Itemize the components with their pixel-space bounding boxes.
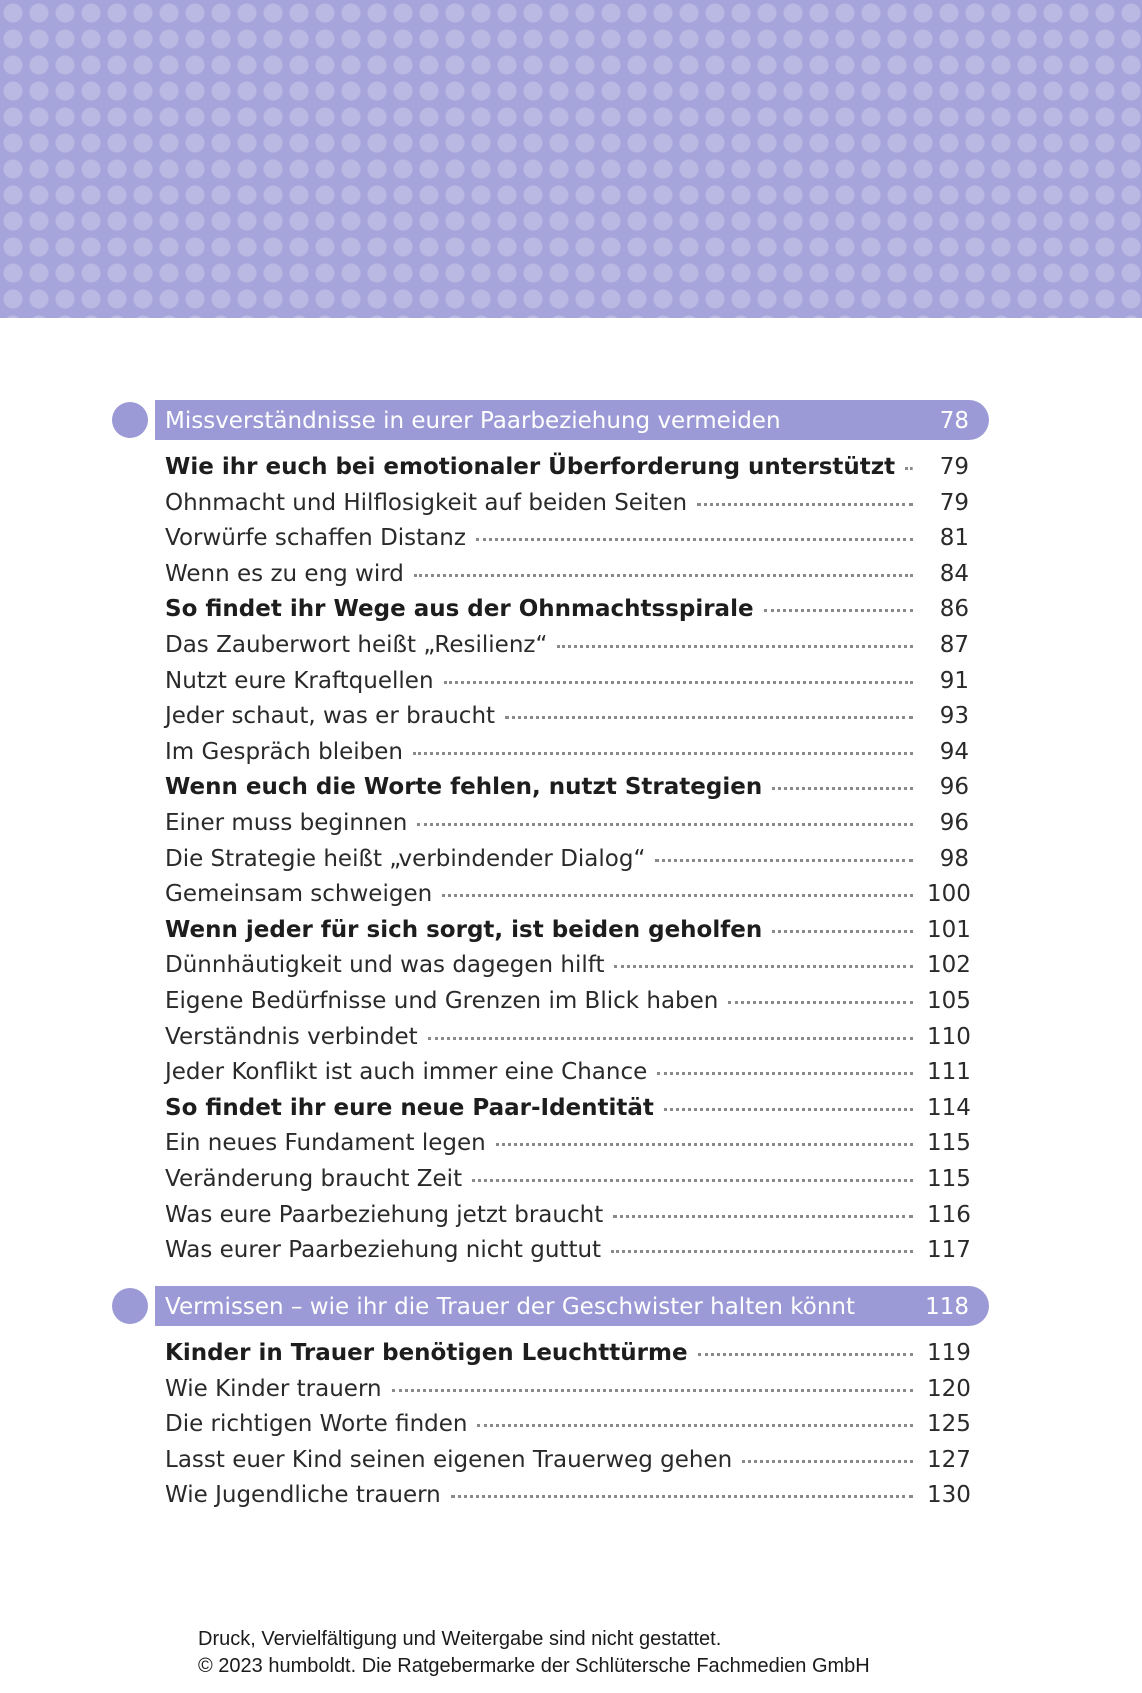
toc-subsection-entry[interactable] <box>165 735 969 769</box>
entry-page-number: 110 <box>927 1023 971 1050</box>
entry-page-number: 94 <box>939 738 969 765</box>
entry-page-number: 100 <box>927 881 971 908</box>
entry-title: Ein neues Fundament legen <box>165 1130 486 1157</box>
entry-page-number: 125 <box>927 1411 971 1438</box>
entry-page-number: 98 <box>939 845 969 872</box>
entry-title: So findet ihr Wege aus der Ohnmachtsspirale <box>165 596 754 623</box>
entry-page-number: 120 <box>927 1375 971 1402</box>
dot-leader <box>772 786 913 790</box>
toc-subsection-entry[interactable] <box>165 1478 969 1512</box>
footer-line-2: © 2023 humboldt. Die Ratgebermarke der Schlütersche Fachmedien GmbH <box>198 1655 870 1677</box>
entry-title: Wenn euch die Worte fehlen, nutzt Strategien <box>165 774 763 801</box>
toc-subsection-entry[interactable] <box>165 1198 969 1232</box>
toc-subsection-entry[interactable] <box>165 664 969 698</box>
toc-subsection-entry[interactable] <box>165 842 969 876</box>
chapter-bullet-icon <box>112 402 148 438</box>
toc-subsection-entry[interactable] <box>165 948 969 982</box>
dot-leader <box>664 1107 913 1111</box>
toc-subsection-entry[interactable] <box>165 877 969 911</box>
toc-subsection-entry[interactable] <box>165 699 969 733</box>
entry-page-number: 127 <box>927 1446 971 1473</box>
dot-leader <box>476 537 913 541</box>
entry-title: Kinder in Trauer benötigen Leuchttürme <box>165 1340 688 1366</box>
dot-leader <box>613 1214 913 1218</box>
entry-page-number: 115 <box>927 1166 971 1192</box>
dot-leader <box>655 858 913 862</box>
toc-subsection-entry[interactable] <box>165 1443 969 1477</box>
entry-title: Wie Kinder trauern <box>165 1375 382 1402</box>
entry-page-number: 116 <box>927 1201 971 1228</box>
toc-subsection-entry[interactable] <box>165 984 969 1018</box>
toc-subsection-entry[interactable] <box>165 1126 969 1160</box>
chapter-page-number: 78 <box>939 408 969 434</box>
entry-title: Jeder schaut, was er braucht <box>165 703 496 730</box>
dot-leader <box>417 822 913 826</box>
dot-leader <box>728 1000 913 1004</box>
dot-leader <box>611 1249 913 1253</box>
entry-page-number: 117 <box>927 1237 971 1264</box>
dot-leader <box>557 644 913 648</box>
entry-page-number: 96 <box>939 774 969 801</box>
dot-leader <box>697 502 913 506</box>
entry-page-number: 105 <box>927 988 971 1014</box>
copyright-notice <box>198 1626 998 1680</box>
dot-leader <box>472 1178 913 1182</box>
chapter-page-number: 118 <box>925 1294 969 1320</box>
entry-page-number: 96 <box>939 810 969 836</box>
decorative-banner <box>0 0 1142 318</box>
entry-title: Eigene Bedürfnisse und Grenzen im Blick haben <box>165 988 719 1014</box>
entry-title: Was eurer Paarbeziehung nicht guttut <box>165 1237 602 1264</box>
toc-subsection-entry[interactable] <box>165 521 969 555</box>
dot-leader <box>614 964 913 968</box>
dot-leader <box>772 929 913 933</box>
entry-page-number: 119 <box>927 1340 971 1366</box>
entry-page-number: 115 <box>927 1130 971 1157</box>
toc-subsection-entry[interactable] <box>165 486 969 520</box>
dot-leader <box>764 608 913 612</box>
toc-subsection-entry[interactable] <box>165 1233 969 1267</box>
entry-page-number: 130 <box>927 1482 971 1509</box>
chapter-title: Vermissen – wie ihr die Trauer der Geschwister halten könnt <box>165 1294 855 1320</box>
entry-page-number: 79 <box>939 454 969 480</box>
toc-section-entry[interactable] <box>165 1336 969 1370</box>
toc-subsection-entry[interactable] <box>165 1407 969 1441</box>
toc-subsection-entry[interactable] <box>165 557 969 591</box>
entry-title: Einer muss beginnen <box>165 810 408 836</box>
entry-page-number: 84 <box>939 560 969 587</box>
toc-section-entry[interactable] <box>165 770 969 804</box>
entry-page-number: 93 <box>939 703 969 730</box>
chapter-title: Missverständnisse in eurer Paarbeziehung vermeiden <box>165 408 781 434</box>
entry-page-number: 81 <box>939 525 969 552</box>
entry-title: Wie Jugendliche trauern <box>165 1482 441 1509</box>
entry-title: Verständnis verbindet <box>165 1023 418 1050</box>
entry-page-number: 111 <box>927 1059 971 1086</box>
toc-subsection-entry[interactable] <box>165 806 969 840</box>
entry-title: Ohnmacht und Hilflosigkeit auf beiden Seiten <box>165 489 688 516</box>
entry-title: Lasst euer Kind seinen eigenen Trauerweg gehen <box>165 1446 733 1473</box>
entry-title: Wenn jeder für sich sorgt, ist beiden geholfen <box>165 916 763 943</box>
chapter-bullet-icon <box>112 1288 148 1324</box>
entry-page-number: 101 <box>927 916 971 943</box>
chapter-heading[interactable] <box>112 400 989 440</box>
dot-leader <box>444 680 913 684</box>
toc-subsection-entry[interactable] <box>165 1162 969 1196</box>
entry-page-number: 87 <box>939 632 969 658</box>
dot-leader <box>392 1388 913 1392</box>
dot-leader <box>413 751 913 755</box>
entry-title: Gemeinsam schweigen <box>165 881 433 908</box>
entry-page-number: 91 <box>939 667 969 694</box>
chapter-heading[interactable] <box>112 1286 989 1326</box>
dot-leader <box>698 1352 913 1356</box>
toc-section-entry[interactable] <box>165 592 969 626</box>
dot-leader <box>496 1142 913 1146</box>
dot-leader <box>451 1494 913 1498</box>
toc-section-entry[interactable] <box>165 450 969 484</box>
dot-leader <box>477 1423 913 1427</box>
footer-line-1: Druck, Vervielfältigung und Weitergabe sind nicht gestattet. <box>198 1628 722 1650</box>
entry-title: Jeder Konflikt ist auch immer eine Chance <box>165 1059 648 1086</box>
dot-leader <box>505 715 913 719</box>
entry-title: Wie ihr euch bei emotionaler Überforderung unterstützt <box>165 454 896 480</box>
entry-title: Veränderung braucht Zeit <box>165 1166 463 1192</box>
toc-subsection-entry[interactable] <box>165 1055 969 1089</box>
entry-page-number: 102 <box>927 952 971 979</box>
entry-title: Was eure Paarbeziehung jetzt braucht <box>165 1201 604 1228</box>
dot-leader <box>428 1036 913 1040</box>
entry-title: Im Gespräch bleiben <box>165 738 403 765</box>
toc-subsection-entry[interactable] <box>165 1020 969 1054</box>
dot-leader <box>905 466 913 470</box>
dot-leader <box>742 1459 913 1463</box>
entry-title: Die richtigen Worte finden <box>165 1411 468 1438</box>
entry-page-number: 114 <box>927 1094 971 1121</box>
entry-title: Das Zauberwort heißt „Resilienz“ <box>165 632 548 658</box>
entry-page-number: 79 <box>939 489 969 516</box>
dot-leader <box>657 1071 913 1075</box>
entry-title: Die Strategie heißt „verbindender Dialog“ <box>165 845 646 872</box>
toc-section-entry[interactable] <box>165 913 969 947</box>
entry-title: Vorwürfe schaffen Distanz <box>165 525 466 552</box>
dot-leader <box>442 893 913 897</box>
toc-subsection-entry[interactable] <box>165 628 969 662</box>
toc-section-entry[interactable] <box>165 1091 969 1125</box>
entry-title: Nutzt eure Kraftquellen <box>165 667 434 694</box>
entry-title: So findet ihr eure neue Paar-Identität <box>165 1094 654 1121</box>
entry-title: Dünnhäutigkeit und was dagegen hilft <box>165 952 605 979</box>
dot-leader <box>414 573 913 577</box>
entry-page-number: 86 <box>939 596 969 623</box>
toc-subsection-entry[interactable] <box>165 1372 969 1406</box>
entry-title: Wenn es zu eng wird <box>165 560 404 587</box>
